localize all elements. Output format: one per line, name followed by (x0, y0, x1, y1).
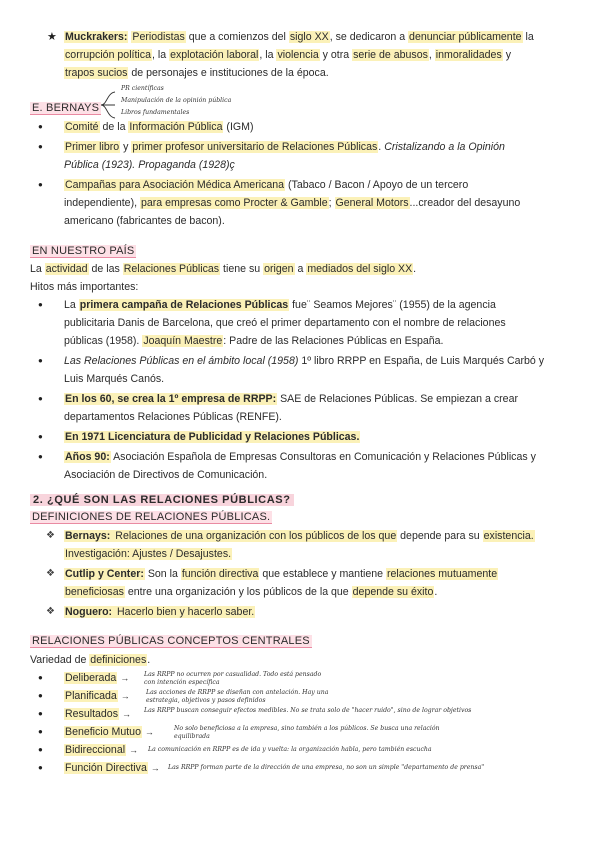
text: Relaciones de una organización con los públicos de los que (112, 530, 397, 542)
concept-label: Planificada (65, 690, 117, 702)
text: Las Relaciones Públicas en el ámbito local (1958) (64, 355, 299, 367)
text: americano (fabricantes de bacon). (64, 215, 225, 227)
list-item (64, 176, 584, 230)
concept-label: Deliberada (65, 672, 117, 684)
concept-label: Bidireccional (65, 744, 126, 756)
text: La (64, 299, 79, 311)
list-item (64, 138, 584, 174)
text: Relaciones Públicas (123, 263, 220, 275)
concept-note: Las RRPP no ocurren por casualidad. Todo está pensado con intención específica (144, 671, 322, 686)
bernays-note-2: Manipulación de la opinión pública (121, 97, 232, 104)
text: Años 90: (65, 451, 110, 463)
definiciones-list (64, 527, 584, 621)
text: beneficiosas (65, 586, 124, 598)
list-item (64, 603, 584, 621)
text: existencia. (483, 530, 534, 542)
text: publicitaria Danis de Barcelona, que creó el primer departamento con el nombre de relaciones (64, 317, 506, 329)
list-item (64, 687, 594, 705)
text: para empresas como Procter & Gamble (140, 197, 328, 209)
text: definiciones (90, 654, 147, 666)
concept-note: Las acciones de RRPP se diseñan con antelación. Hay una estrategia, objetivos y pasos definidos (146, 689, 329, 704)
text: Campañas para Asociación Médica Americana (65, 179, 285, 191)
bernays-heading (30, 99, 101, 117)
section2-heading (30, 491, 294, 509)
list-item (64, 118, 584, 136)
text: Noguero: (65, 606, 113, 618)
arrow-icon: → (129, 745, 139, 755)
text: ; (328, 197, 335, 209)
text: que a comienzos del (185, 31, 289, 43)
section2-title: 2. ¿QUÉ SON LAS RELACIONES PÚBLICAS? (30, 494, 294, 506)
pais-intro (30, 260, 590, 296)
text: y (120, 141, 132, 153)
text: y (502, 49, 511, 61)
definiciones-heading (30, 508, 272, 526)
pais-title: EN NUESTRO PAÍS (32, 245, 135, 257)
conceptos-heading (30, 632, 312, 650)
text: relaciones mutuamente (387, 568, 498, 580)
text: origen (264, 263, 294, 275)
text: que establece y mantiene (259, 568, 386, 580)
text: Investigación: Ajustes / Desajustes. (65, 548, 232, 560)
bernays-brace-icon (99, 88, 121, 122)
concept-label: Función Directiva (65, 762, 147, 774)
list-item (64, 669, 594, 687)
text: (Tabaco / Bacon / Apoyo de un tercero (285, 179, 469, 191)
text: mediados del siglo XX (307, 263, 413, 275)
list-item (64, 296, 584, 350)
text: Hacerlo bien y hacerlo saber. (114, 606, 255, 618)
text: . (147, 654, 151, 666)
concept-note: Las RRPP forman parte de la dirección de una empresa, no son un simple "departamento de prensa" (168, 764, 485, 771)
muckrakers-term: Muckrakers: (65, 31, 128, 43)
muckrakers-block (64, 28, 584, 82)
text: Asociación Española de Empresas Consultoras en Comunicación y Relaciones Públicas y (110, 451, 536, 463)
text: fue¨ Seamos Mejores¨ (1955) de la agencia (289, 299, 496, 311)
conceptos-title: RELACIONES PÚBLICAS CONCEPTOS CENTRALES (32, 635, 310, 647)
concept-label: Resultados (65, 708, 118, 720)
text: públicas (1958). (64, 335, 143, 347)
text: primer profesor universitario de Relaciones Públicas (132, 141, 378, 153)
text: General Motors (335, 197, 409, 209)
muckrakers-item (64, 28, 584, 82)
text: ...creador del desayuno (409, 197, 521, 209)
list-item (64, 741, 594, 759)
text: Luis Marqués Canós. (64, 373, 165, 385)
text: . (434, 586, 438, 598)
arrow-icon: → (121, 709, 131, 719)
concept-note: No solo beneficiosa a la empresa, sino también a los públicos. Se busca una relación equilibrada (174, 725, 440, 740)
text-violencia: violencia (277, 49, 319, 61)
concept-note: La comunicación en RRPP es de ida y vuelta: la organización habla, pero también escucha (148, 746, 432, 753)
pais-list (64, 296, 584, 484)
text: independiente), (64, 197, 140, 209)
text: , la (151, 49, 170, 61)
text: Variedad de (30, 654, 90, 666)
text: , la (259, 49, 277, 61)
bernays-list (64, 118, 584, 230)
text: depende su éxito (352, 586, 434, 598)
text: SAE de Relaciones Públicas. Se empiezan a crear (277, 393, 518, 405)
text: entre una organización y los públicos de la que (124, 586, 352, 598)
list-item (64, 448, 584, 484)
definiciones-title: DEFINICIONES DE RELACIONES PÚBLICAS. (32, 511, 271, 523)
concept-note: Las RRPP buscan conseguir efectos medibles. No se trata solo de "hacer ruido", sino de lograr objetivos (144, 707, 472, 714)
text: actividad (45, 263, 88, 275)
text: Comité (65, 121, 99, 133)
text: Bernays: (65, 530, 111, 542)
list-item (64, 352, 584, 388)
text: de personajes e instituciones de la época. (128, 67, 329, 79)
text: Información Pública (129, 121, 223, 133)
text-trapos: trapos sucios (65, 67, 128, 79)
text: departamentos Relaciones Públicas (RENFE). (64, 411, 282, 423)
text: (IGM) (223, 121, 254, 133)
text-periodistas: Periodistas (132, 31, 185, 43)
list-item (64, 527, 584, 563)
hitos-label: Hitos más importantes: (30, 281, 139, 293)
text: 1º libro RRPP en España, de Luis Marqués Carbó y (298, 355, 545, 367)
text: de las (88, 263, 123, 275)
text: , se dedicaron a (329, 31, 409, 43)
text: Joaquín Maestre (143, 335, 223, 347)
text: a (294, 263, 307, 275)
conceptos-list (64, 669, 594, 777)
bernays-note-3: Libros fundamentales (121, 109, 190, 116)
text: de la (99, 121, 129, 133)
arrow-icon: → (120, 691, 130, 701)
list-item (64, 428, 584, 446)
arrow-icon: → (144, 727, 154, 737)
text: : Padre de las Relaciones Públicas en España. (223, 335, 444, 347)
text: Asociación de Directivos de Comunicación. (64, 469, 268, 481)
text: Pública (1923). Propaganda (1928)ç (64, 159, 235, 171)
text: primera campaña de Relaciones Públicas (79, 299, 289, 311)
bernays-title: E. BERNAYS (32, 102, 100, 114)
pais-heading (30, 242, 136, 260)
text: tiene su (220, 263, 264, 275)
text: , (428, 49, 435, 61)
list-item (64, 723, 594, 741)
text-abusos: serie de abusos (353, 49, 428, 61)
text: Cristalizando a la Opinión (384, 141, 505, 153)
text: . (413, 263, 417, 275)
text: Cutlip y Center: (65, 568, 144, 580)
text: la (522, 31, 534, 43)
text: Son la (144, 568, 181, 580)
concept-label: Beneficio Mutuo (65, 726, 141, 738)
list-item (64, 565, 584, 601)
text: función directiva (181, 568, 259, 580)
text: depende para su (397, 530, 483, 542)
list-item (64, 390, 584, 426)
list-item (64, 705, 594, 723)
bernays-note-1: PR científicas (121, 85, 164, 92)
text-explotacion: explotación laboral (170, 49, 259, 61)
text-corrupcion: corrupción política (65, 49, 151, 61)
text-siglo: siglo XX (289, 31, 329, 43)
text: En 1971 Licenciatura de Publicidad y Relaciones Públicas. (65, 431, 360, 443)
text: Primer libro (65, 141, 120, 153)
text-denunciar: denunciar públicamente (409, 31, 522, 43)
text: La (30, 263, 45, 275)
arrow-icon: → (120, 673, 130, 683)
arrow-icon: → (150, 763, 160, 773)
text: . (378, 141, 385, 153)
variedad-line (30, 651, 150, 669)
text-inmoralidades: inmoralidades (435, 49, 502, 61)
list-item (64, 759, 594, 777)
text: y otra (319, 49, 353, 61)
text: En los 60, se crea la 1º empresa de RRPP: (65, 393, 277, 405)
